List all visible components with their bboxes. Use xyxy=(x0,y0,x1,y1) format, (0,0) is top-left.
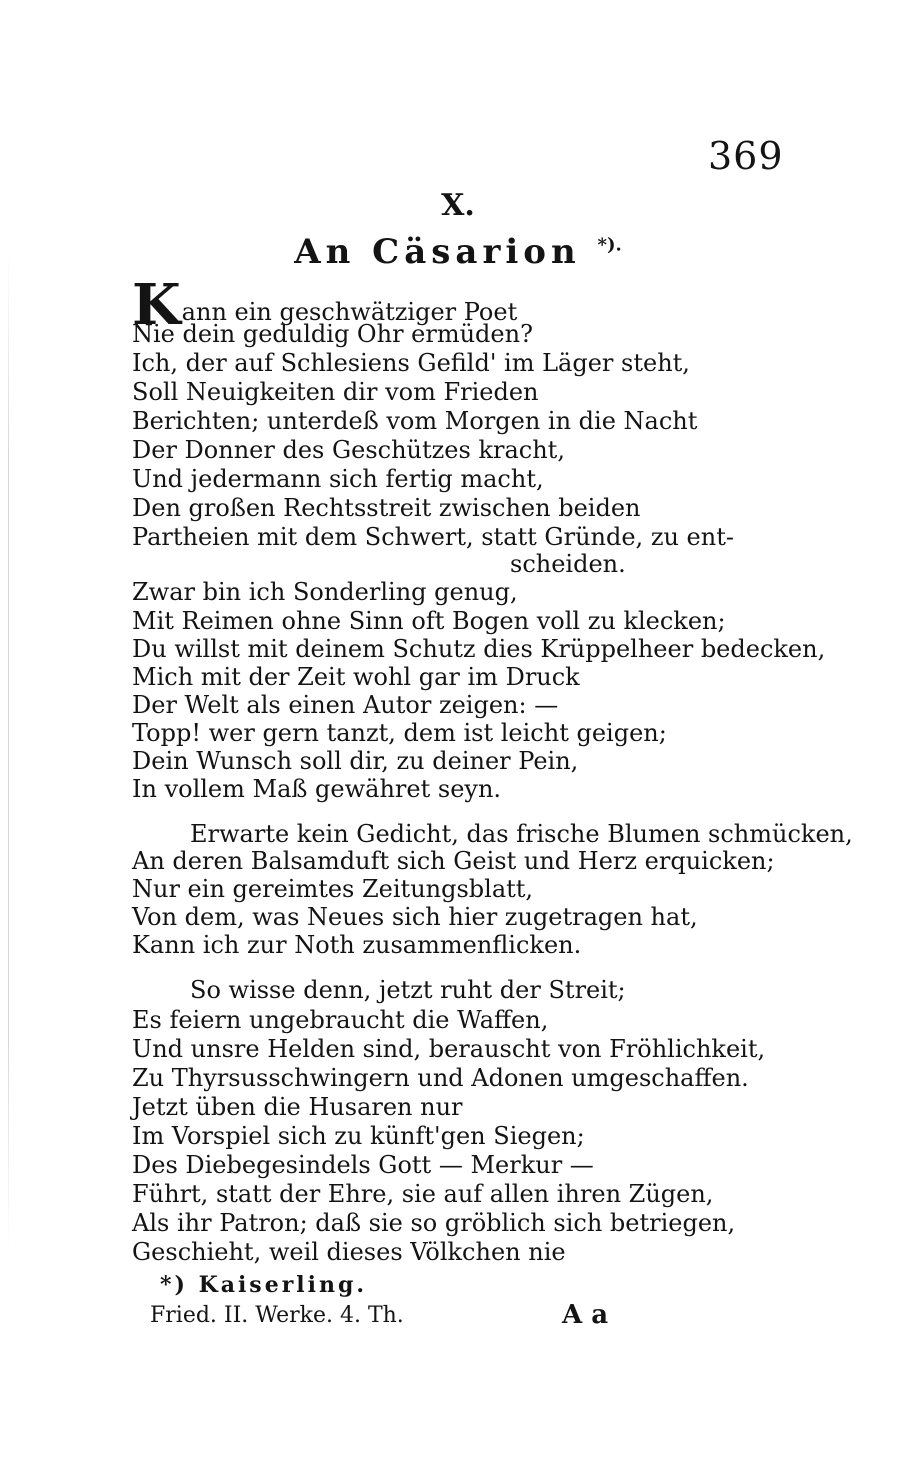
verse-line: Den großen Rechtsstreit zwischen beiden xyxy=(132,494,641,522)
verse-line: Des Diebegesindels Gott — Merkur — xyxy=(132,1151,594,1179)
poem-title-footnote-mark: *). xyxy=(597,234,622,256)
verse-line: Der Welt als einen Autor zeigen: — xyxy=(132,691,559,719)
verse-line: Erwarte kein Gedicht, das frische Blumen schmücken, xyxy=(190,820,853,848)
verse-line: Als ihr Patron; daß sie so gröblich sich betriegen, xyxy=(132,1209,736,1237)
verse-line: Führt, statt der Ehre, sie auf allen ihren Zügen, xyxy=(132,1180,714,1208)
poem-title xyxy=(0,232,900,272)
verse-line: Nur ein gereimtes Zeitungsblatt, xyxy=(132,875,534,903)
printer-signature-line: Fried. II. Werke. 4. Th. xyxy=(150,1303,404,1328)
verse-line: Zu Thyrsusschwingern und Adonen umgeschaffen. xyxy=(132,1064,749,1092)
verse-line: Geschieht, weil dieses Völkchen nie xyxy=(132,1238,566,1266)
verse-line: Berichten; unterdeß vom Morgen in die Nacht xyxy=(132,407,698,435)
verse-line: Und unsre Helden sind, berauscht von Fröhlichkeit, xyxy=(132,1035,766,1063)
verse-line: Und jedermann sich fertig macht, xyxy=(132,465,544,493)
verse-line: Topp! wer gern tanzt, dem ist leicht geigen; xyxy=(132,719,667,747)
verse-line: Ich, der auf Schlesiens Gefild' im Läger steht, xyxy=(132,349,690,377)
verse-line: Partheien mit dem Schwert, statt Gründe, zu ent- xyxy=(132,523,734,551)
verse-line: Dein Wunsch soll dir, zu deiner Pein, xyxy=(132,747,579,775)
verse-line: In vollem Maß gewähret seyn. xyxy=(132,775,502,803)
verse-line: Der Donner des Geschützes kracht, xyxy=(132,436,565,464)
verse-line: Nie dein geduldig Ohr ermüden? xyxy=(132,320,533,348)
verse-line: Zwar bin ich Sonderling genug, xyxy=(132,578,518,606)
verse-line-carryover: scheiden. xyxy=(510,550,626,578)
printer-signature-mark: A a xyxy=(562,1300,609,1330)
verse-line: Jetzt üben die Husaren nur xyxy=(132,1093,463,1121)
poem-title-text: An Cäsarion xyxy=(294,232,581,272)
footnote: *) Kaiserling. xyxy=(160,1272,368,1298)
verse-line-text: ann ein geschwätziger Poet xyxy=(181,298,518,326)
page-gutter-line xyxy=(8,250,9,1250)
verse-line: Du willst mit deinem Schutz dies Krüppelheer bedecken, xyxy=(132,635,826,663)
verse-line: Kann ich zur Noth zusammenflicken. xyxy=(132,931,582,959)
verse-line: An deren Balsamduft sich Geist und Herz erquicken; xyxy=(132,847,775,875)
verse-line: Von dem, was Neues sich hier zugetragen hat, xyxy=(132,903,698,931)
drop-initial: K xyxy=(132,272,181,338)
verse-line: Mit Reimen ohne Sinn oft Bogen voll zu klecken; xyxy=(132,607,726,635)
verse-line: Soll Neuigkeiten dir vom Frieden xyxy=(132,378,539,406)
verse-line: Mich mit der Zeit wohl gar im Druck xyxy=(132,663,580,691)
verse-line: So wisse denn, jetzt ruht der Streit; xyxy=(190,976,626,1004)
section-numeral: X. xyxy=(441,188,475,223)
page-number: 369 xyxy=(708,134,784,178)
verse-line: Im Vorspiel sich zu künft'gen Siegen; xyxy=(132,1122,585,1150)
verse-line: Es feiern ungebraucht die Waffen, xyxy=(132,1006,549,1034)
